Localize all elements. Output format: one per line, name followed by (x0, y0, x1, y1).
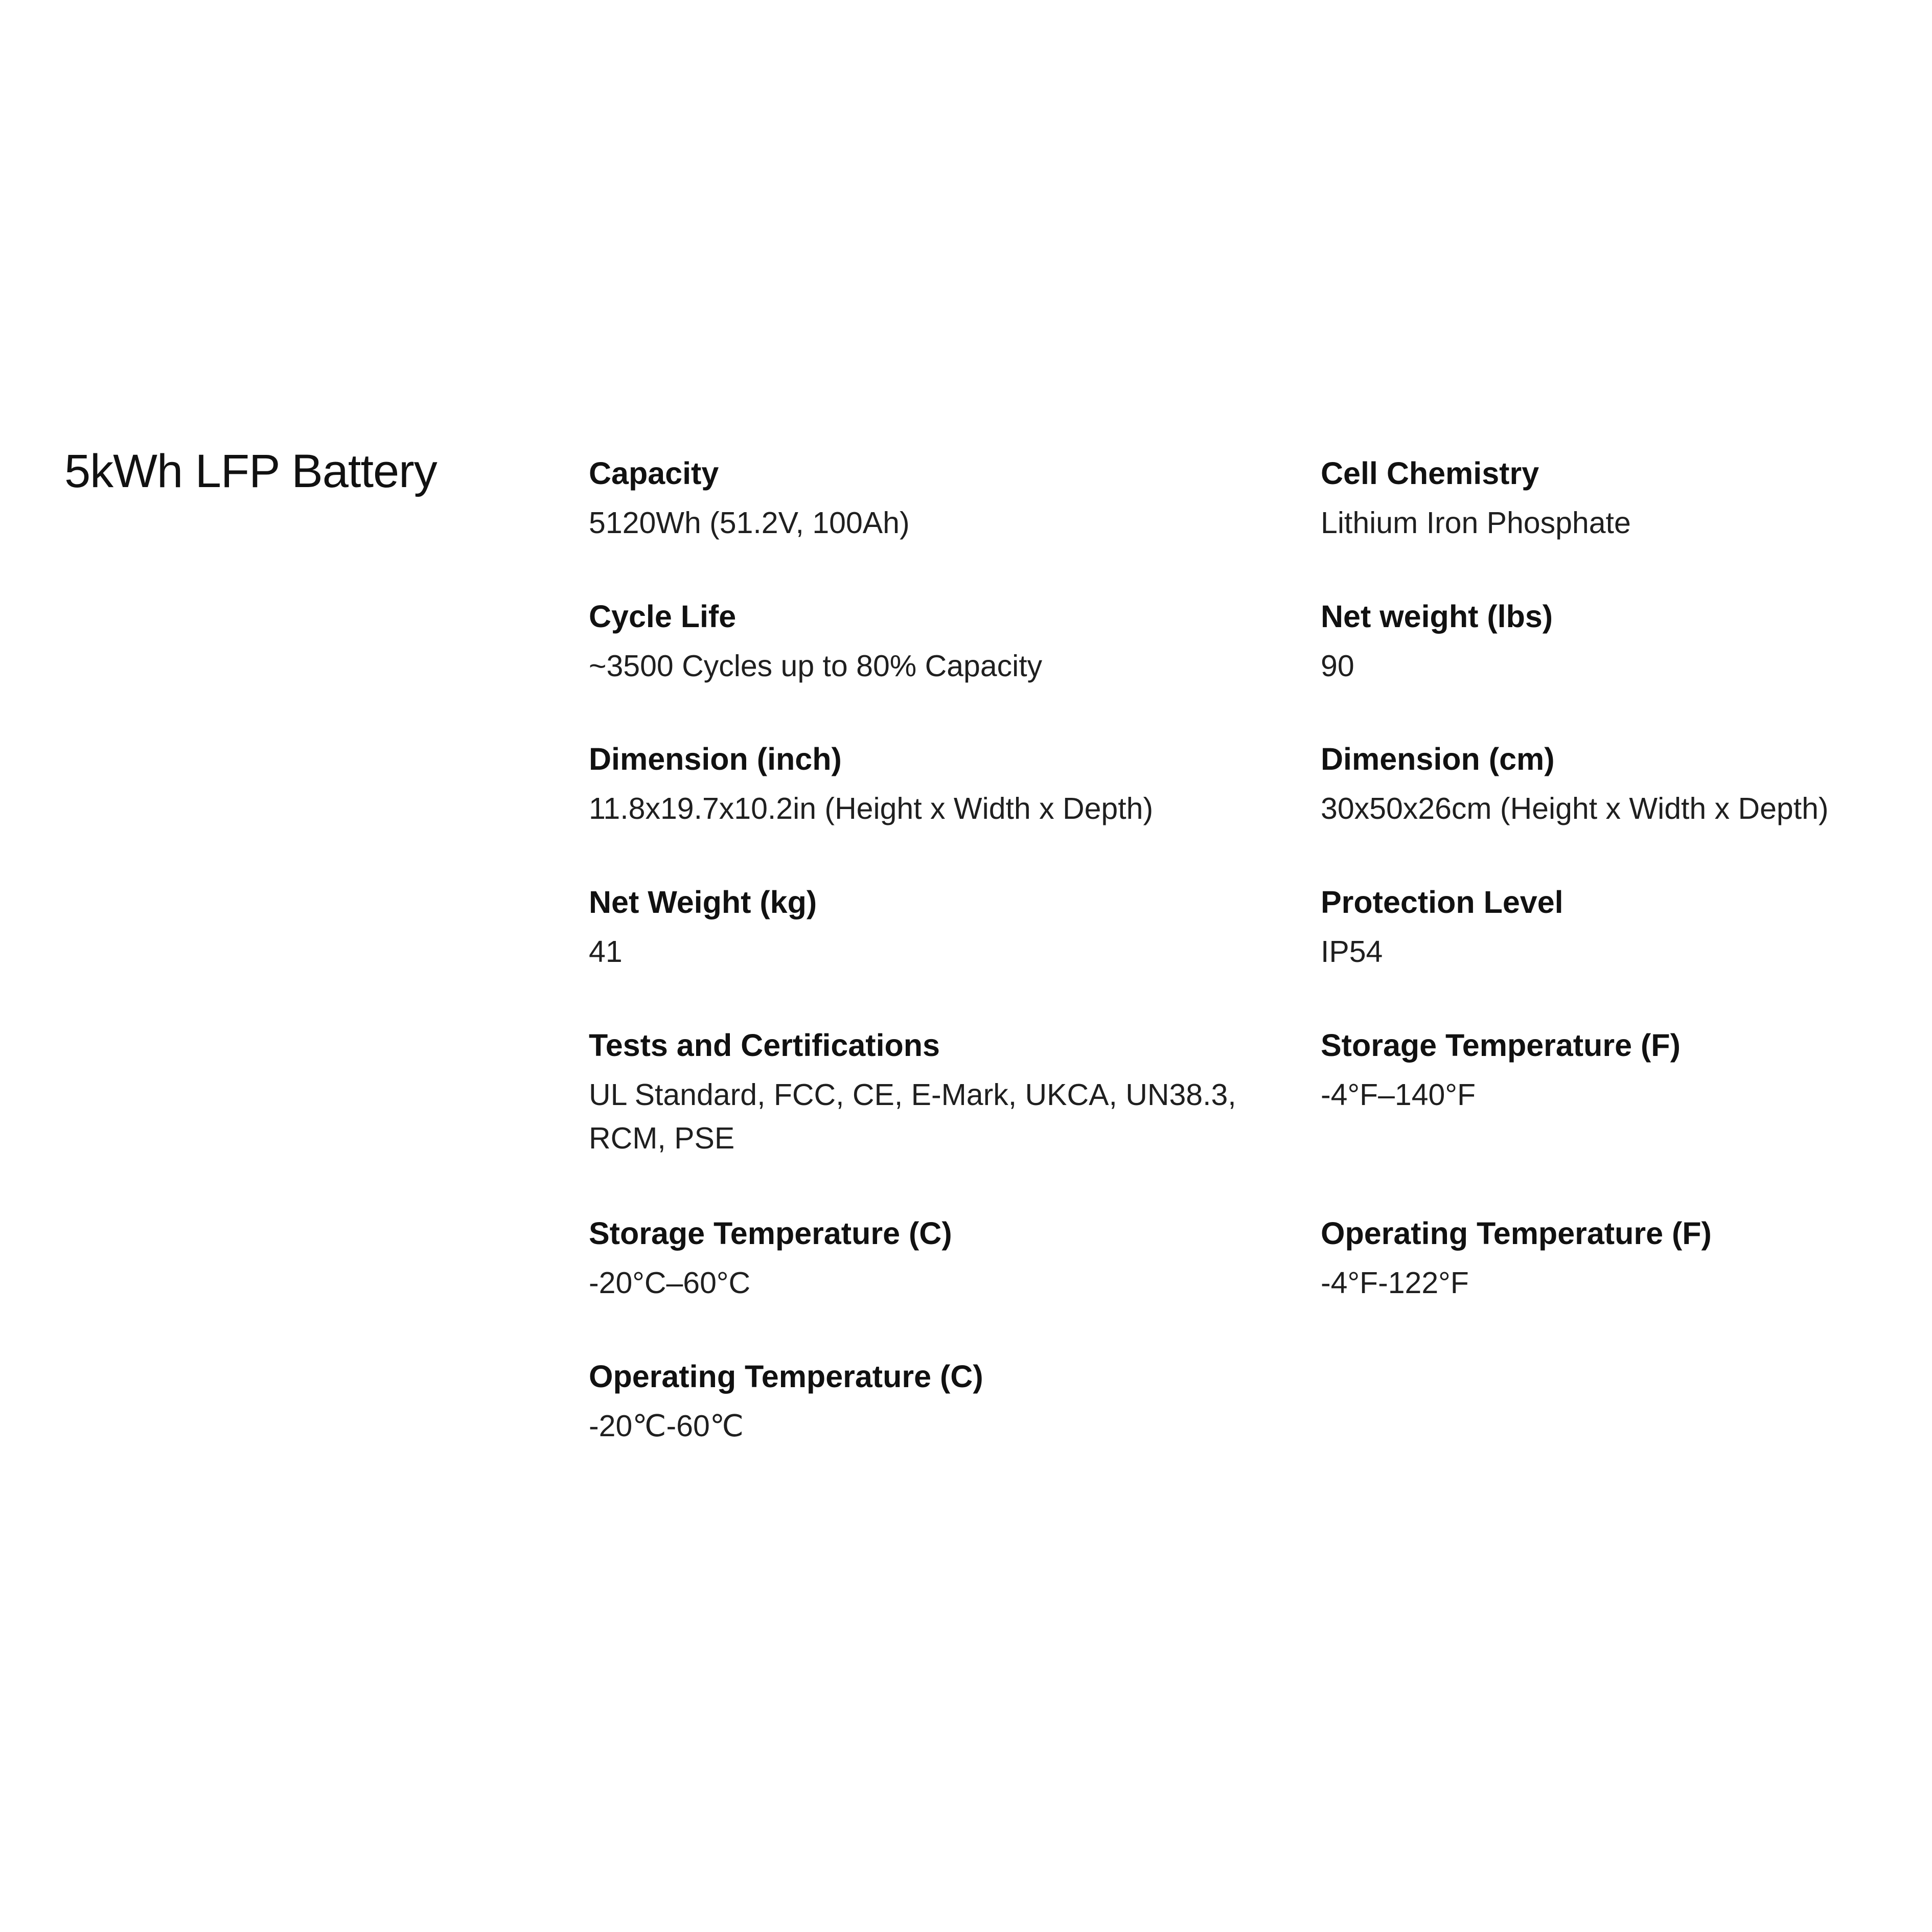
spec-cycle-life (589, 598, 1304, 688)
spec-net-weight-lbs (1321, 598, 1932, 688)
spec-dimension-cm (1321, 741, 1932, 831)
spec-value-operating-temp-c: -20℃-60℃ (589, 1409, 744, 1443)
spec-value-operating-temp-f: -4°F-122°F (1321, 1266, 1469, 1300)
spec-storage-temp-f (1321, 1027, 1932, 1117)
spec-storage-temp-c (589, 1215, 1304, 1305)
spec-value-storage-temp-f: -4°F–140°F (1321, 1078, 1476, 1112)
spec-label-cell-chemistry: Cell Chemistry (1321, 456, 1539, 491)
spec-label-capacity: Capacity (589, 456, 719, 491)
spec-label-dimension-cm: Dimension (cm) (1321, 742, 1555, 776)
spec-label-certifications: Tests and Certifications (589, 1028, 940, 1063)
spec-value-cycle-life: ~3500 Cycles up to 80% Capacity (589, 649, 1043, 683)
spec-operating-temp-f (1321, 1215, 1932, 1305)
spec-value-net-weight-kg: 41 (589, 935, 623, 969)
spec-value-dimension-inch: 11.8x19.7x10.2in (Height x Width x Depth) (589, 792, 1154, 826)
spec-value-capacity: 5120Wh (51.2V, 100Ah) (589, 506, 910, 540)
spec-label-storage-temp-f: Storage Temperature (F) (1321, 1028, 1681, 1063)
spec-value-net-weight-lbs: 90 (1321, 649, 1354, 683)
spec-net-weight-kg (589, 884, 1304, 974)
spec-label-net-weight-kg: Net Weight (kg) (589, 885, 817, 919)
spec-label-protection-level: Protection Level (1321, 885, 1563, 919)
spec-capacity (589, 455, 1304, 545)
spec-label-dimension-inch: Dimension (inch) (589, 742, 842, 776)
product-title: 5kWh LFP Battery (64, 445, 437, 497)
spec-value-certifications-line1: UL Standard, FCC, CE, E-Mark, UKCA, UN38.3, (589, 1078, 1236, 1112)
spec-label-cycle-life: Cycle Life (589, 599, 737, 634)
spec-value-dimension-cm: 30x50x26cm (Height x Width x Depth) (1321, 792, 1829, 826)
spec-value-certifications (589, 1073, 1304, 1160)
spec-cell-chemistry (1321, 455, 1932, 545)
spec-dimension-inch (589, 741, 1304, 831)
spec-value-protection-level: IP54 (1321, 935, 1383, 969)
spec-operating-temp-c (589, 1358, 1304, 1448)
spec-label-operating-temp-c: Operating Temperature (C) (589, 1359, 983, 1394)
spec-value-certifications-line2: RCM, PSE (589, 1121, 735, 1156)
spec-label-storage-temp-c: Storage Temperature (C) (589, 1216, 952, 1251)
spec-value-storage-temp-c: -20°C–60°C (589, 1266, 751, 1300)
spec-value-cell-chemistry: Lithium Iron Phosphate (1321, 506, 1631, 540)
spec-certifications (589, 1027, 1304, 1160)
spec-label-operating-temp-f: Operating Temperature (F) (1321, 1216, 1712, 1251)
spec-label-net-weight-lbs: Net weight (lbs) (1321, 599, 1553, 634)
spec-protection-level (1321, 884, 1932, 974)
